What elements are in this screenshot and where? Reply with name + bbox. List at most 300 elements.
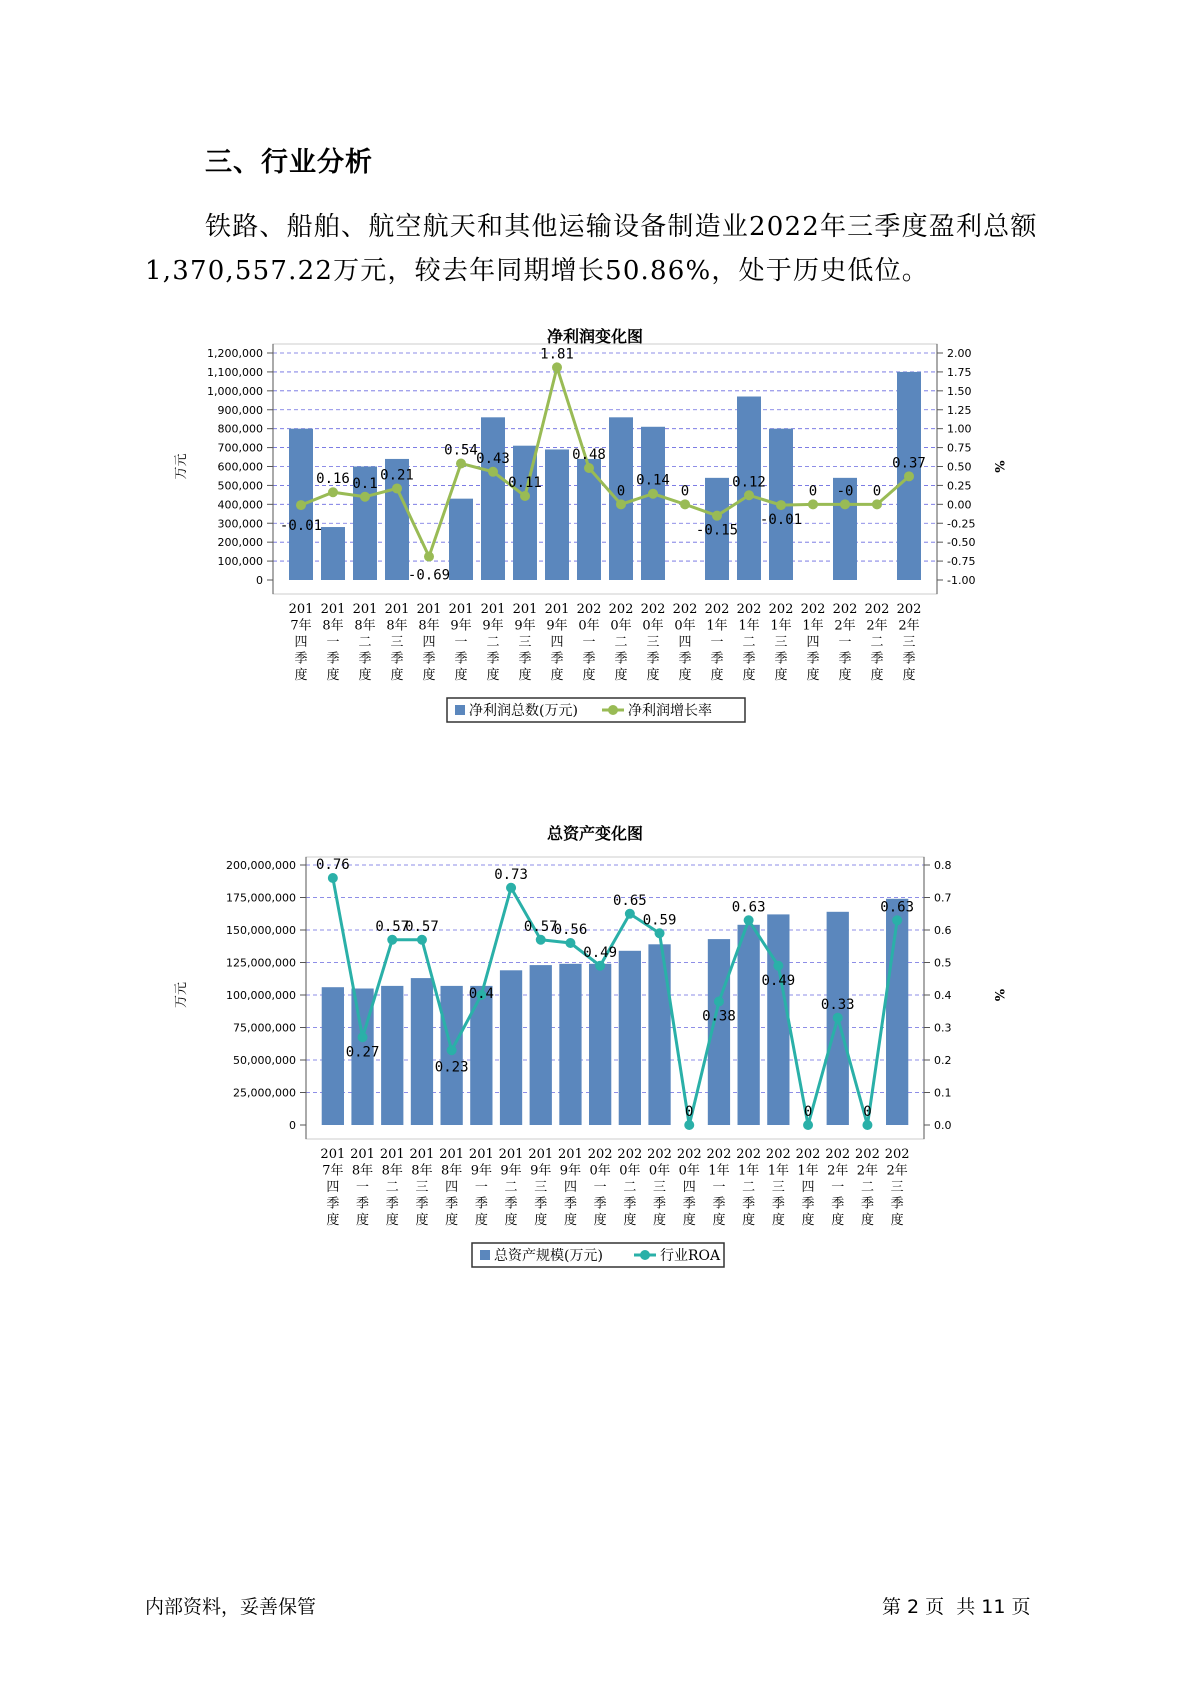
right-axis-title: % — [991, 460, 1006, 473]
category-label-14: 1年 — [708, 1163, 730, 1179]
bar-7 — [481, 417, 505, 580]
data-label-9: 1.81 — [540, 346, 574, 363]
category-label-12: 三 — [653, 1180, 667, 1195]
category-label-8: 三 — [518, 635, 532, 650]
category-label-6: 201 — [448, 602, 474, 617]
line-point-4 — [392, 483, 402, 493]
category-label-17: 四 — [806, 635, 820, 650]
category-label-8: 三 — [534, 1180, 548, 1195]
line-point-1 — [328, 873, 338, 883]
category-label-15: 度 — [742, 668, 756, 683]
category-label-19: 二 — [860, 1180, 874, 1195]
bar-15 — [738, 925, 760, 1125]
total-assets-chart — [0, 815, 1191, 1275]
data-label-11: 0.65 — [612, 892, 647, 909]
right-tick-label: 0.50 — [947, 460, 972, 474]
category-label-5: 四 — [445, 1180, 459, 1195]
left-tick-label: 100,000 — [217, 555, 263, 569]
category-label-4: 8年 — [386, 618, 408, 634]
line-point-8 — [520, 491, 530, 501]
category-label-5: 8年 — [418, 618, 440, 634]
data-label-5: 0.23 — [434, 1059, 469, 1076]
right-tick-label: 1.00 — [947, 422, 972, 436]
category-label-8: 201 — [512, 602, 538, 617]
category-label-12: 0年 — [648, 1163, 671, 1179]
category-label-11: 202 — [617, 1147, 643, 1162]
bar-9 — [545, 449, 569, 580]
category-label-8: 季 — [518, 651, 532, 667]
category-label-7: 201 — [480, 602, 506, 617]
line-point-19 — [862, 1120, 872, 1130]
category-label-9: 四 — [550, 635, 564, 650]
category-label-13: 202 — [676, 1147, 702, 1162]
category-label-8: 季 — [534, 1196, 548, 1212]
category-label-3: 二 — [385, 1180, 399, 1195]
data-label-20: 0.63 — [880, 899, 915, 916]
category-label-20: 202 — [884, 1147, 910, 1162]
category-label-15: 202 — [736, 1147, 762, 1162]
bar-7 — [500, 970, 522, 1125]
data-label-12: 0.14 — [636, 472, 670, 489]
category-label-17: 季 — [806, 651, 820, 667]
category-label-20: 2年 — [898, 618, 920, 634]
right-tick-label: 1.50 — [947, 384, 972, 398]
category-label-6: 201 — [468, 1147, 494, 1162]
line-point-2 — [358, 1032, 368, 1042]
right-tick-label: 0.0 — [934, 1119, 952, 1132]
category-label-8: 度 — [534, 1213, 548, 1228]
left-axis-title: 万元 — [174, 453, 189, 480]
right-tick-label: -1.00 — [947, 574, 976, 587]
left-tick-label: 1,100,000 — [207, 365, 263, 379]
category-label-12: 0年 — [642, 618, 664, 634]
bar-2 — [321, 527, 345, 580]
right-tick-label: 0.00 — [947, 498, 972, 512]
category-label-10: 一 — [593, 1180, 607, 1195]
line-point-9 — [565, 938, 575, 948]
data-label-16: -0.01 — [759, 512, 803, 529]
category-label-4: 201 — [384, 602, 410, 617]
category-label-6: 9年 — [450, 618, 472, 634]
bar-10 — [589, 964, 611, 1125]
category-label-4: 季 — [415, 1196, 429, 1212]
category-label-19: 季 — [870, 651, 884, 667]
category-label-17: 202 — [795, 1147, 821, 1162]
category-label-3: 二 — [358, 635, 372, 650]
category-label-9: 201 — [544, 602, 570, 617]
category-label-12: 度 — [653, 1213, 667, 1228]
category-label-2: 8年 — [351, 1163, 374, 1179]
category-label-15: 二 — [742, 1180, 756, 1195]
line-point-18 — [840, 499, 850, 509]
data-label-5: -0.69 — [407, 567, 451, 584]
category-label-15: 度 — [742, 1213, 756, 1228]
line-point-20 — [904, 471, 914, 481]
chart-title: 总资产变化图 — [546, 824, 644, 843]
chart-title: 净利润变化图 — [546, 327, 644, 346]
category-label-11: 度 — [614, 668, 628, 683]
category-label-3: 201 — [352, 602, 378, 617]
category-label-6: 季 — [454, 651, 468, 667]
right-tick-label: 0.1 — [934, 1086, 952, 1100]
category-label-13: 202 — [672, 602, 698, 617]
category-label-16: 1年 — [767, 1163, 789, 1179]
category-label-10: 季 — [593, 1196, 607, 1212]
category-label-8: 9年 — [530, 1163, 552, 1179]
category-label-1: 季 — [294, 651, 308, 667]
legend-bar-label: 净利润总数(万元) — [469, 703, 578, 719]
line-point-13 — [680, 499, 690, 509]
category-label-19: 2年 — [856, 1163, 879, 1179]
category-label-17: 1年 — [797, 1163, 819, 1179]
data-label-13: 0 — [685, 1104, 694, 1120]
left-tick-label: 400,000 — [217, 498, 263, 512]
category-label-5: 四 — [422, 635, 436, 650]
category-label-13: 0年 — [674, 618, 696, 634]
category-label-12: 202 — [640, 602, 666, 617]
left-tick-label: 500,000 — [217, 479, 263, 493]
data-label-8: 0.11 — [508, 475, 542, 492]
line-point-11 — [616, 499, 626, 509]
total-pages-label: 共 11 页 — [956, 1596, 1031, 1618]
right-tick-label: 1.75 — [947, 365, 972, 379]
legend-line-marker — [640, 1250, 650, 1260]
category-label-12: 202 — [647, 1147, 672, 1162]
data-label-15: 0.63 — [731, 899, 766, 916]
category-label-19: 2年 — [866, 618, 888, 634]
legend-line-label: 净利润增长率 — [628, 703, 712, 719]
left-tick-label: 700,000 — [217, 441, 263, 455]
category-label-17: 四 — [801, 1180, 815, 1195]
category-label-19: 度 — [870, 668, 884, 683]
left-tick-label: 150,000,000 — [226, 924, 296, 937]
data-label-20: 0.37 — [892, 455, 926, 472]
line-point-1 — [296, 500, 306, 510]
line-point-2 — [328, 487, 338, 497]
line-point-16 — [776, 500, 786, 510]
category-label-11: 0年 — [619, 1163, 641, 1179]
right-tick-label: -0.75 — [947, 555, 976, 569]
category-label-16: 季 — [774, 651, 788, 667]
category-label-14: 202 — [706, 1147, 732, 1162]
category-label-3: 201 — [379, 1147, 405, 1162]
left-tick-label: 50,000,000 — [233, 1054, 296, 1067]
data-label-8: 0.57 — [523, 918, 558, 935]
category-label-4: 201 — [409, 1147, 435, 1162]
data-label-4: 0.57 — [405, 918, 439, 935]
category-label-5: 度 — [422, 668, 436, 683]
category-label-19: 度 — [860, 1213, 874, 1228]
category-label-15: 1年 — [738, 1163, 760, 1179]
line-point-16 — [773, 961, 783, 971]
left-tick-label: 0 — [256, 574, 263, 587]
left-tick-label: 75,000,000 — [233, 1021, 296, 1035]
category-label-10: 0年 — [589, 1163, 611, 1179]
category-label-18: 度 — [838, 668, 852, 683]
bar-5 — [441, 986, 463, 1125]
category-label-13: 度 — [682, 1213, 696, 1228]
data-label-7: 0.73 — [494, 866, 528, 883]
line-point-13 — [684, 1120, 694, 1130]
data-label-6: 0.4 — [468, 986, 494, 1002]
category-label-16: 1年 — [770, 618, 792, 634]
data-label-17: 0 — [803, 1104, 813, 1120]
left-tick-label: 900,000 — [217, 403, 263, 417]
category-label-18: 一 — [838, 635, 852, 650]
category-label-5: 度 — [445, 1213, 459, 1228]
legend-line-marker — [608, 705, 618, 715]
category-label-5: 201 — [439, 1147, 465, 1162]
category-label-2: 8年 — [322, 618, 344, 634]
data-label-12: 0.59 — [642, 912, 677, 929]
category-label-2: 201 — [350, 1147, 375, 1162]
category-label-7: 二 — [486, 635, 500, 650]
footer-page-number — [882, 1592, 1036, 1619]
category-label-20: 度 — [902, 668, 916, 683]
category-label-15: 季 — [742, 1196, 756, 1212]
category-label-1: 7年 — [322, 1163, 344, 1179]
category-label-4: 度 — [390, 668, 404, 683]
bar-6 — [449, 499, 473, 580]
category-label-10: 季 — [582, 651, 596, 667]
line-point-14 — [714, 997, 724, 1007]
category-label-1: 度 — [294, 668, 308, 683]
data-label-6: 0.54 — [444, 442, 478, 459]
category-label-16: 三 — [774, 635, 788, 650]
footer-confidential-note: 内部资料，妥善保管 — [145, 1596, 317, 1618]
category-label-9: 季 — [563, 1196, 577, 1212]
category-label-16: 度 — [771, 1213, 785, 1228]
data-label-18: 0.33 — [820, 996, 855, 1013]
category-label-9: 度 — [563, 1213, 577, 1228]
line-point-3 — [360, 492, 370, 502]
line-point-5 — [424, 552, 434, 562]
data-label-2: 0.27 — [345, 1044, 380, 1061]
line-point-6 — [456, 458, 466, 468]
category-label-8: 201 — [528, 1147, 554, 1162]
data-label-3: 0.57 — [375, 918, 410, 935]
category-label-16: 季 — [771, 1196, 785, 1212]
line-point-17 — [803, 1120, 813, 1130]
line-point-17 — [808, 499, 818, 509]
category-label-6: 度 — [454, 668, 468, 683]
category-label-17: 202 — [800, 602, 826, 617]
category-label-18: 202 — [825, 1147, 851, 1162]
bar-16 — [767, 914, 789, 1125]
category-label-3: 季 — [385, 1196, 399, 1212]
category-label-7: 度 — [504, 1213, 518, 1228]
category-label-3: 8年 — [354, 618, 376, 634]
bar-4 — [411, 978, 433, 1125]
category-label-11: 度 — [623, 1213, 637, 1228]
category-label-14: 202 — [704, 602, 730, 617]
left-tick-label: 200,000 — [217, 536, 263, 550]
category-label-2: 201 — [320, 602, 346, 617]
category-label-11: 季 — [623, 1196, 637, 1212]
line-point-10 — [584, 463, 594, 473]
category-label-19: 季 — [860, 1196, 874, 1212]
bar-12 — [641, 427, 665, 580]
left-tick-label: 800,000 — [217, 422, 263, 436]
category-label-7: 二 — [504, 1180, 518, 1195]
left-tick-label: 200,000,000 — [226, 859, 296, 872]
category-label-19: 202 — [855, 1147, 880, 1162]
category-label-16: 202 — [765, 1147, 791, 1162]
category-label-11: 二 — [614, 635, 628, 650]
category-label-12: 三 — [646, 635, 660, 650]
category-label-5: 8年 — [441, 1163, 463, 1179]
category-label-13: 度 — [678, 668, 692, 683]
category-label-9: 四 — [563, 1180, 577, 1195]
category-label-16: 三 — [771, 1180, 785, 1195]
net-profit-chart — [0, 318, 1191, 778]
category-label-3: 季 — [358, 651, 372, 667]
data-label-10: 0.48 — [572, 447, 606, 464]
category-label-15: 季 — [742, 651, 756, 667]
category-label-12: 季 — [646, 651, 660, 667]
data-label-18: -0 — [836, 483, 854, 500]
category-label-14: 季 — [712, 1196, 726, 1212]
category-label-9: 9年 — [546, 618, 568, 634]
data-label-19: 0 — [863, 1104, 872, 1120]
category-label-14: 一 — [710, 635, 724, 650]
right-tick-label: 0.4 — [934, 989, 952, 1002]
category-label-10: 一 — [582, 635, 596, 650]
category-label-14: 度 — [710, 668, 724, 683]
line-point-12 — [648, 489, 658, 499]
left-tick-label: 25,000,000 — [233, 1086, 296, 1100]
chart-svg — [0, 318, 1191, 778]
category-label-17: 度 — [801, 1213, 815, 1228]
category-label-9: 度 — [550, 668, 564, 683]
category-label-17: 季 — [801, 1196, 815, 1212]
data-label-16: 0.49 — [761, 972, 796, 989]
category-label-6: 9年 — [470, 1163, 492, 1179]
legend-bar-swatch — [455, 705, 465, 715]
bar-11 — [619, 951, 641, 1125]
left-axis-title: 万元 — [174, 981, 189, 1009]
category-label-3: 度 — [358, 668, 372, 683]
category-label-7: 9年 — [482, 618, 504, 634]
line-point-11 — [625, 909, 635, 919]
legend-line-label: 行业ROA — [660, 1248, 721, 1264]
category-label-1: 7年 — [290, 618, 312, 634]
category-label-9: 季 — [550, 651, 564, 667]
category-label-14: 度 — [712, 1213, 726, 1228]
line-point-8 — [536, 935, 546, 945]
category-label-13: 季 — [682, 1196, 696, 1212]
category-label-8: 度 — [518, 668, 532, 683]
bar-3 — [381, 986, 403, 1125]
category-label-6: 季 — [474, 1196, 488, 1212]
line-point-5 — [447, 1045, 457, 1055]
category-label-20: 度 — [890, 1213, 904, 1228]
bar-1 — [322, 987, 344, 1125]
category-label-2: 度 — [356, 1213, 370, 1228]
left-tick-label: 600,000 — [217, 460, 263, 474]
category-label-6: 一 — [454, 635, 468, 650]
category-label-16: 度 — [774, 668, 788, 683]
right-axis-title: % — [991, 988, 1006, 1002]
data-label-10: 0.49 — [583, 944, 618, 961]
category-label-8: 9年 — [514, 618, 536, 634]
legend-bar-label: 总资产规模(万元) — [494, 1248, 603, 1264]
category-label-11: 季 — [614, 651, 628, 667]
line-point-10 — [595, 961, 605, 971]
category-label-13: 0年 — [678, 1163, 700, 1179]
line-point-15 — [744, 490, 754, 500]
category-label-15: 1年 — [738, 618, 760, 634]
right-tick-label: 0.7 — [934, 891, 952, 905]
category-label-19: 202 — [864, 602, 890, 617]
category-label-18: 季 — [838, 651, 852, 667]
right-tick-label: 0.8 — [934, 859, 952, 872]
category-label-2: 一 — [326, 635, 340, 650]
category-label-5: 季 — [422, 651, 436, 667]
data-label-9: 0.56 — [553, 922, 588, 938]
category-label-7: 9年 — [500, 1163, 522, 1179]
data-label-2: 0.16 — [316, 471, 350, 488]
category-label-15: 二 — [742, 635, 756, 650]
data-label-1: -0.01 — [279, 518, 323, 535]
line-point-3 — [387, 935, 397, 945]
data-label-13: 0 — [680, 483, 690, 500]
category-label-19: 二 — [870, 635, 884, 650]
category-label-20: 季 — [902, 651, 916, 667]
line-point-14 — [712, 511, 722, 521]
data-label-14: -0.15 — [695, 522, 739, 539]
category-label-15: 202 — [736, 602, 762, 617]
category-label-2: 一 — [356, 1180, 370, 1195]
category-label-20: 三 — [890, 1180, 904, 1195]
data-label-19: 0 — [872, 483, 882, 500]
category-label-11: 0年 — [610, 618, 632, 634]
line-point-4 — [417, 935, 427, 945]
legend-bar-swatch — [480, 1250, 490, 1260]
data-label-4: 0.21 — [380, 467, 414, 484]
category-label-18: 季 — [831, 1196, 845, 1212]
left-tick-label: 125,000,000 — [226, 956, 296, 970]
right-tick-label: 0.3 — [934, 1021, 952, 1035]
data-label-3: 0.1 — [352, 475, 378, 492]
category-label-6: 度 — [474, 1213, 488, 1228]
left-tick-label: 0 — [289, 1119, 296, 1132]
data-label-11: 0 — [616, 483, 626, 500]
category-label-12: 度 — [646, 668, 660, 683]
category-label-4: 三 — [390, 635, 404, 650]
category-label-4: 三 — [415, 1180, 429, 1195]
line-point-18 — [833, 1013, 843, 1023]
right-tick-label: 0.25 — [947, 479, 972, 493]
left-tick-label: 175,000,000 — [226, 891, 296, 905]
line-point-12 — [655, 928, 665, 938]
category-label-17: 度 — [806, 668, 820, 683]
category-label-4: 季 — [390, 651, 404, 667]
category-label-9: 9年 — [559, 1163, 582, 1179]
line-point-20 — [892, 915, 902, 925]
category-label-1: 季 — [326, 1196, 340, 1212]
category-label-12: 季 — [653, 1196, 667, 1212]
bar-8 — [530, 965, 552, 1125]
category-label-14: 季 — [710, 651, 724, 667]
left-tick-label: 300,000 — [217, 517, 263, 531]
right-tick-label: -0.50 — [947, 536, 976, 550]
category-label-6: 一 — [474, 1180, 488, 1195]
category-label-18: 2年 — [834, 618, 856, 634]
category-label-10: 度 — [582, 668, 596, 683]
bar-12 — [648, 944, 670, 1125]
right-tick-label: 0.5 — [934, 956, 952, 970]
